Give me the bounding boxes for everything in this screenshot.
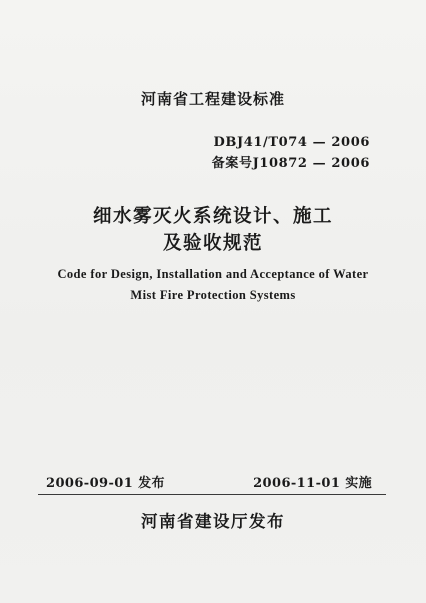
standard-number: DBJ41/T074 — 2006	[213, 135, 370, 150]
english-title-line-1: Code for Design, Installation and Acceptance of Water	[57, 267, 369, 281]
chinese-title-line-1: 细水雾灭火系统设计、施工	[92, 206, 333, 227]
record-number: 备案号J10872 — 2006	[211, 156, 370, 171]
implementation-date: 2006-11-01 实施	[253, 476, 372, 491]
series-title: 河南省工程建设标准	[140, 90, 285, 108]
english-title-line-2: Mist Fire Protection Systems	[130, 288, 296, 302]
divider-rule	[38, 494, 386, 495]
publisher: 河南省建设厅发布	[141, 512, 285, 531]
chinese-title-line-2: 及验收规范	[162, 233, 263, 254]
release-date: 2006-09-01 发布	[46, 476, 165, 491]
